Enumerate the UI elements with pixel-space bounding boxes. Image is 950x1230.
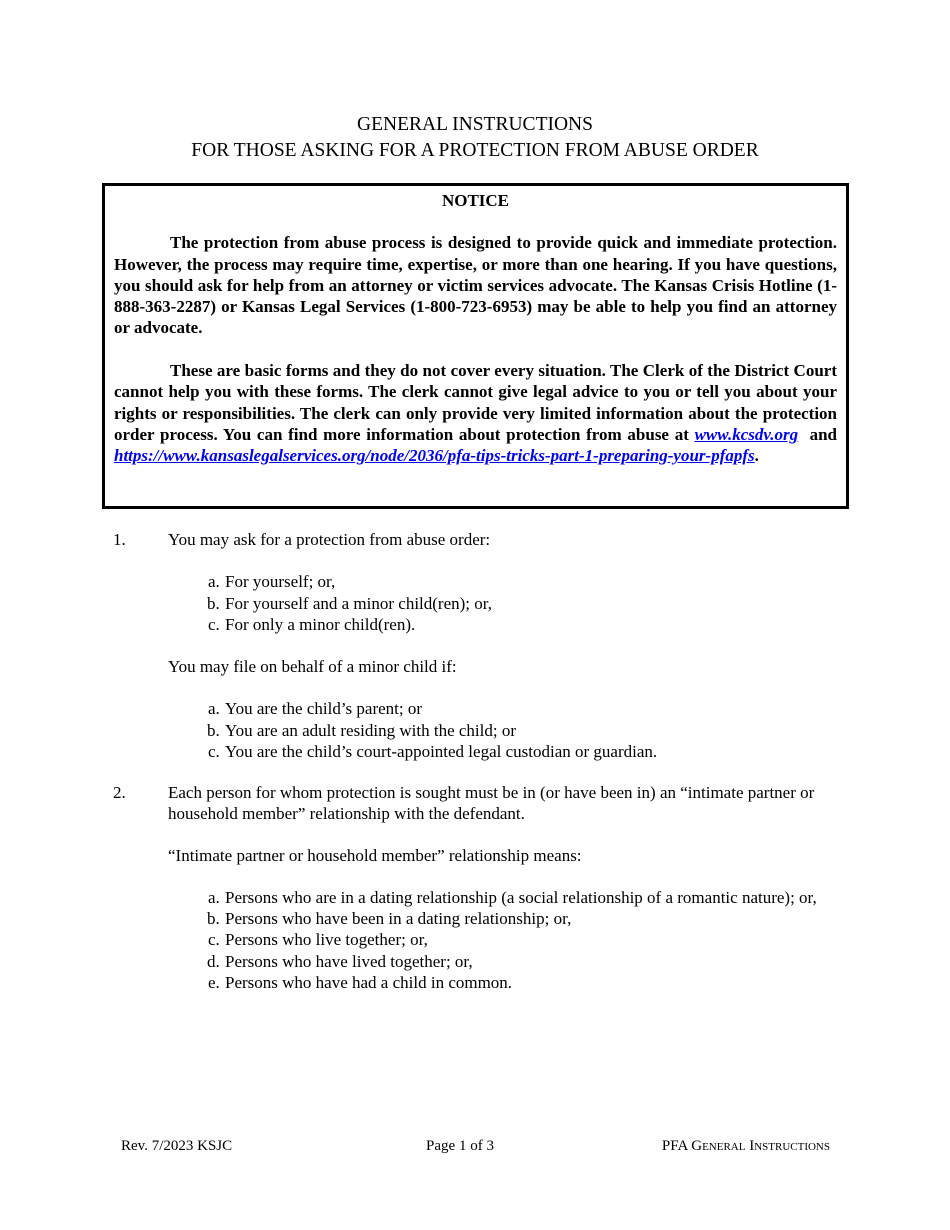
kls-link[interactable]: https://www.kansaslegalservices.org/node/2036/pfa-tips-tricks-part-1-preparing-your-pfapfs [114, 446, 755, 466]
footer-document-name: PFA General Instructions [661, 1138, 830, 1154]
list-item: a. Persons who are in a dating relationship (a social relationship of a romantic nature); or, [224, 887, 843, 908]
definition-list [168, 887, 843, 993]
kcsdv-link[interactable]: www.kcsdv.org [694, 424, 799, 444]
list-item: a. You are the child’s parent; or [224, 698, 843, 719]
behalf-list [168, 698, 843, 762]
item-number: 2. [113, 783, 126, 802]
footer-page-number: Page 1 of 3 [426, 1138, 494, 1154]
and-text: and [809, 424, 837, 444]
notice-paragraph-2 [114, 360, 837, 466]
option-list [168, 571, 843, 635]
item-intro: You may ask for a protection from abuse order: [168, 530, 491, 549]
behalf-intro: You may file on behalf of a minor child if: [168, 657, 457, 677]
instruction-item-2 [113, 782, 843, 1014]
notice-paragraph-2-text: These are basic forms and they do not cover every situation. The Clerk of the District Court cannot help you with these forms. The clerk cannot give legal advice to you or tell you about your rights or responsibilities. The clerk can only provide very limited information about the protection order process. You can find more information about protection from abuse at [114, 361, 837, 444]
period: . [754, 446, 759, 466]
document-title-line2: FOR THOSE ASKING FOR A PROTECTION FROM ABUSE ORDER [191, 140, 759, 161]
list-item: b. You are an adult residing with the child; or [224, 720, 843, 741]
item-number: 1. [113, 530, 126, 549]
list-item: b. Persons who have been in a dating relationship; or, [224, 908, 843, 929]
notice-box [102, 183, 849, 509]
list-item: e. Persons who have had a child in common. [224, 972, 843, 993]
definition-intro: “Intimate partner or household member” relationship means: [168, 845, 582, 865]
list-item: b. For yourself and a minor child(ren); or, [224, 593, 843, 614]
instruction-item-1 [113, 529, 843, 783]
notice-heading: NOTICE [441, 191, 510, 210]
document-title-line1: GENERAL INSTRUCTIONS [357, 114, 593, 135]
list-item: c. For only a minor child(ren). [224, 614, 843, 635]
list-item: a. For yourself; or, [224, 571, 843, 592]
notice-paragraph-1: The protection from abuse process is designed to provide quick and immediate protection. However, the process may require time, expertise, or more than one hearing. If you have questions, you should ask for help from an attorney or victim services advocate. The Kansas Crisis Hotline (1-888-363-2287) or Kansas Legal Services (1-800-723-6953) may be able to help you find an attorney or advocate. [114, 233, 837, 338]
list-item: c. Persons who live together; or, [224, 929, 843, 950]
list-item: c. You are the child’s court-appointed legal custodian or guardian. [224, 741, 843, 762]
footer-revision: Rev. 7/2023 KSJC [121, 1138, 233, 1154]
list-item: d. Persons who have lived together; or, [224, 951, 843, 972]
item-intro: Each person for whom protection is sought must be in (or have been in) an “intimate partner or household member” relationship with the defendant. [168, 783, 815, 824]
